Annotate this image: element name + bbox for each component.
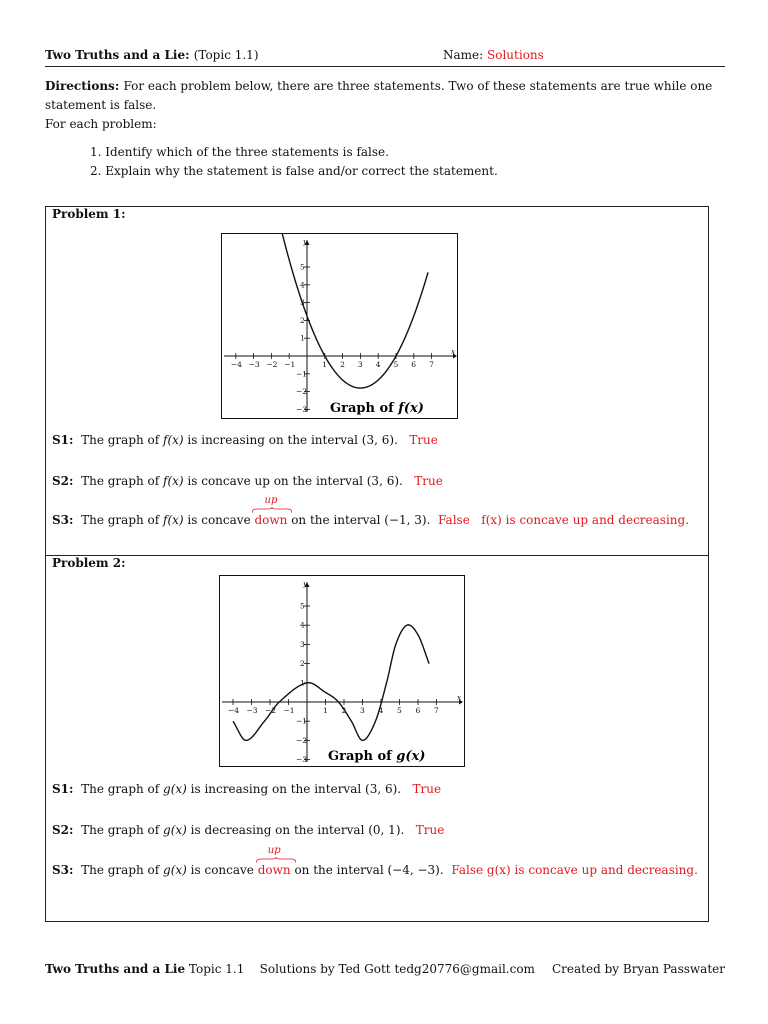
- problem1-graph-title: Graph of f(x): [330, 401, 424, 416]
- y-tick-label: 1: [300, 333, 305, 343]
- footer-topic: Topic 1.1: [188, 962, 245, 976]
- x-tick-label: 1: [323, 706, 328, 715]
- x-tick-label: 4: [378, 706, 384, 715]
- p2-s2-verdict: True: [415, 823, 445, 837]
- p2-s2: S2: The graph of g(x) is decreasing on the interval (0, 1). True: [52, 823, 445, 837]
- overbrace-icon: [256, 857, 296, 863]
- g-curve: [233, 625, 429, 741]
- x-tick-label: 7: [429, 360, 434, 369]
- x-tick-label: 2: [340, 360, 345, 369]
- y-tick-label: 1: [300, 678, 305, 688]
- name-field: Name: Solutions: [443, 48, 544, 62]
- p2-s3-explanation: g(x) is concave up and decreasing.: [486, 863, 698, 877]
- x-tick-label: 3: [360, 706, 365, 715]
- p1-s2-verdict: True: [414, 474, 443, 488]
- x-tick-label: −2: [265, 706, 277, 715]
- name-value: Solutions: [487, 48, 544, 62]
- x-axis-label: x: [451, 347, 456, 356]
- x-tick-label: 6: [415, 706, 421, 715]
- x-axis-label: x: [457, 693, 462, 702]
- problem2-graph: [219, 575, 465, 767]
- f-curve: [273, 234, 428, 388]
- problem2-label: Problem 2:: [52, 556, 126, 570]
- problem1-graph: [221, 233, 458, 419]
- y-tick-label: 3: [300, 298, 305, 308]
- y-tick-label: 2: [300, 659, 305, 669]
- g-graph-svg: [220, 576, 464, 766]
- p1-s3-correction: up: [264, 495, 278, 506]
- p1-s1: S1: The graph of f(x) is increasing on the interval (3, 6). True: [52, 433, 438, 447]
- y-tick-label: 4: [300, 620, 305, 630]
- footer-solutions: Solutions by Ted Gott tedg20776@gmail.com: [259, 962, 535, 976]
- p2-s3-corrected-word: up down: [258, 863, 291, 877]
- problem2-graph-title: Graph of g(x): [328, 749, 426, 764]
- x-tick-label: −3: [246, 706, 258, 715]
- x-tick-label: 5: [397, 706, 402, 715]
- p1-s3-verdict: False: [438, 513, 470, 527]
- y-tick-label: 4: [300, 280, 305, 290]
- p1-s2: S2: The graph of f(x) is concave up on the interval (3, 6). True: [52, 474, 443, 488]
- step-item: 1. Identify which of the three statements is false.: [90, 145, 389, 159]
- p2-s3-verdict: False: [451, 863, 484, 877]
- p2-s1: S1: The graph of g(x) is increasing on the interval (3, 6). True: [52, 782, 442, 796]
- p1-s1-verdict: True: [409, 433, 438, 447]
- y-axis-label: y: [303, 579, 308, 588]
- p1-s3-corrected-word: up down: [254, 513, 287, 527]
- y-tick-label: −1: [296, 716, 308, 726]
- x-tick-label: 5: [393, 360, 399, 369]
- y-tick-label: −3: [296, 404, 308, 414]
- footer-created: Created by Bryan Passwater: [552, 962, 725, 976]
- p2-s1-verdict: True: [412, 782, 442, 796]
- x-tick-label: −2: [266, 360, 278, 369]
- y-tick-label: −3: [296, 755, 308, 765]
- problem1-label: Problem 1:: [52, 207, 126, 221]
- x-tick-label: 2: [341, 706, 347, 715]
- overbrace-icon: [252, 507, 292, 513]
- f-graph-svg: [222, 234, 457, 418]
- directions: Directions: For each problem below, there are three statements. Two of these statements are true while one statement is false. For each problem:: [45, 79, 713, 131]
- directions-steps: [90, 143, 498, 181]
- x-tick-label: −3: [248, 360, 260, 369]
- y-tick-label: 5: [300, 601, 305, 611]
- x-tick-label: −1: [283, 706, 295, 715]
- footer-title: Two Truths and a Lie: [45, 962, 186, 976]
- p2-s3: S3: The graph of g(x) is concave up down on the interval (−4, −3). False g(x) is concave up and decreasing.: [52, 845, 698, 877]
- p1-s3: S3: The graph of f(x) is concave up down on the interval (−1, 3). False f(x) is concave up and decreasing.: [52, 495, 690, 527]
- header-divider: [45, 66, 725, 67]
- y-tick-label: 5: [300, 262, 305, 272]
- y-tick-label: −2: [296, 735, 308, 745]
- y-tick-label: 3: [300, 639, 305, 649]
- p1-s3-explanation: f(x) is concave up and decreasing.: [481, 513, 690, 527]
- y-tick-label: −2: [296, 387, 308, 397]
- x-tick-label: −4: [230, 360, 242, 369]
- y-tick-label: −1: [296, 369, 308, 379]
- p2-s3-correction: up: [267, 845, 281, 856]
- y-axis-label: y: [303, 237, 308, 246]
- x-tick-label: 7: [434, 706, 439, 715]
- doc-topic: (Topic 1.1): [193, 48, 259, 62]
- step-item: 2. Explain why the statement is false and/or correct the statement.: [90, 164, 498, 178]
- x-tick-label: −4: [228, 706, 240, 715]
- x-tick-label: 4: [375, 360, 381, 369]
- x-tick-label: −1: [284, 360, 296, 369]
- doc-title: Two Truths and a Lie: [45, 48, 186, 62]
- x-tick-label: 6: [411, 360, 417, 369]
- y-tick-label: 2: [300, 315, 305, 325]
- page-header: Two Truths and a Lie: (Topic 1.1) Name: Solutions: [45, 48, 544, 62]
- x-tick-label: 1: [322, 360, 328, 369]
- x-tick-label: 3: [357, 360, 363, 369]
- page-footer: [45, 962, 725, 976]
